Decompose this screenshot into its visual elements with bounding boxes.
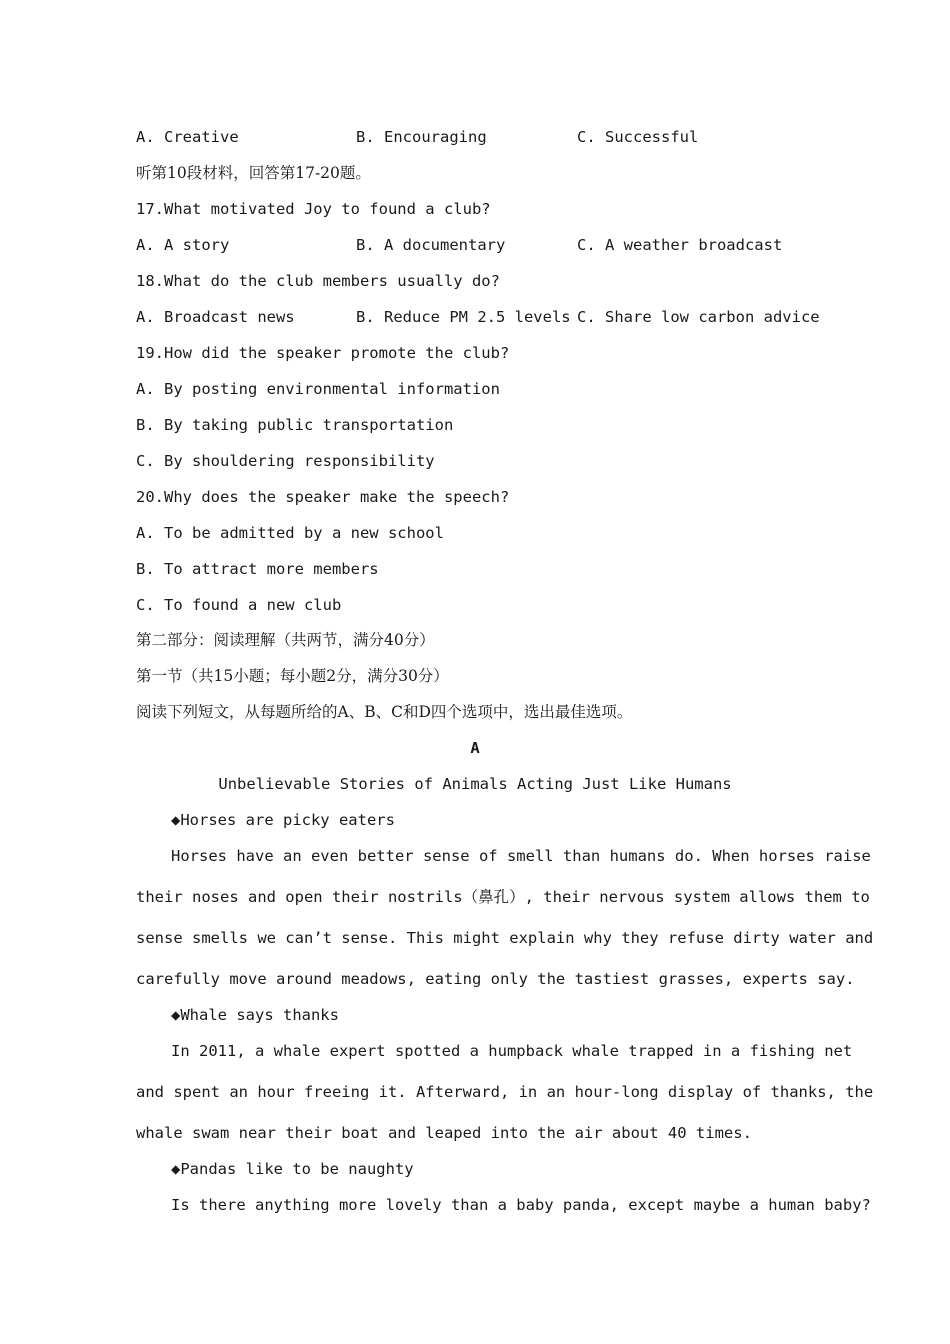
horses-line-1: Horses have an even better sense of smell than humans do. When horses raise: [171, 847, 871, 865]
q18-option-b: B. Reduce PM 2.5 levels: [356, 308, 571, 326]
whale-line-1: In 2011, a whale expert spotted a humpback whale trapped in a fishing net: [171, 1042, 853, 1060]
whale-heading: ◆Whale says thanks: [171, 1006, 339, 1024]
part2-instruction: 阅读下列短文，从每题所给的A、B、C和D四个选项中，选出最佳选项。: [136, 703, 633, 721]
pandas-line-1: Is there anything more lovely than a baby panda, except maybe a human baby?: [171, 1196, 871, 1214]
q19-question: 19.How did the speaker promote the club?: [136, 344, 510, 362]
q20-option-a: A. To be admitted by a new school: [136, 524, 444, 542]
q16-option-c: C. Successful: [577, 128, 699, 146]
q17-question: 17.What motivated Joy to found a club?: [136, 200, 491, 218]
q19-option-c: C. By shouldering responsibility: [136, 452, 435, 470]
q20-question: 20.Why does the speaker make the speech?: [136, 488, 510, 506]
passage-letter: A: [470, 739, 480, 757]
whale-line-2: and spent an hour freeing it. Afterward, in an hour-long display of thanks, the: [136, 1083, 874, 1101]
q20-option-b: B. To attract more members: [136, 560, 379, 578]
q17-option-b: B. A documentary: [356, 236, 506, 254]
horses-heading: ◆Horses are picky eaters: [171, 811, 395, 829]
q18-option-a: A. Broadcast news: [136, 308, 295, 326]
q19-option-a: A. By posting environmental information: [136, 380, 500, 398]
passage-title: Unbelievable Stories of Animals Acting Just Like Humans: [218, 775, 732, 793]
q17-options: [136, 235, 836, 255]
q16-option-b: B. Encouraging: [356, 128, 487, 146]
q19-option-b: B. By taking public transportation: [136, 416, 454, 434]
q20-option-c: C. To found a new club: [136, 596, 342, 614]
part2-section1: 第一节（共15小题；每小题2分，满分30分）: [136, 667, 449, 685]
q18-option-c: C. Share low carbon advice: [577, 308, 820, 326]
q16-option-a: A. Creative: [136, 128, 239, 146]
section10-instruction: 听第10段材料，回答第17-20题。: [136, 164, 371, 182]
q17-option-c: C. A weather broadcast: [577, 236, 783, 254]
pandas-heading: ◆Pandas like to be naughty: [171, 1160, 414, 1178]
part2-heading: 第二部分：阅读理解（共两节，满分40分）: [136, 631, 435, 649]
horses-line-3: sense smells we can’t sense. This might explain why they refuse dirty water and: [136, 929, 874, 947]
whale-line-3: whale swam near their boat and leaped into the air about 40 times.: [136, 1124, 752, 1142]
q18-question: 18.What do the club members usually do?: [136, 272, 500, 290]
q16-options: [136, 127, 836, 147]
q17-option-a: A. A story: [136, 236, 230, 254]
q18-options: [136, 307, 836, 327]
horses-line-2: their noses and open their nostrils（鼻孔）, their nervous system allows them to: [136, 888, 870, 906]
horses-line-4: carefully move around meadows, eating only the tastiest grasses, experts say.: [136, 970, 855, 988]
